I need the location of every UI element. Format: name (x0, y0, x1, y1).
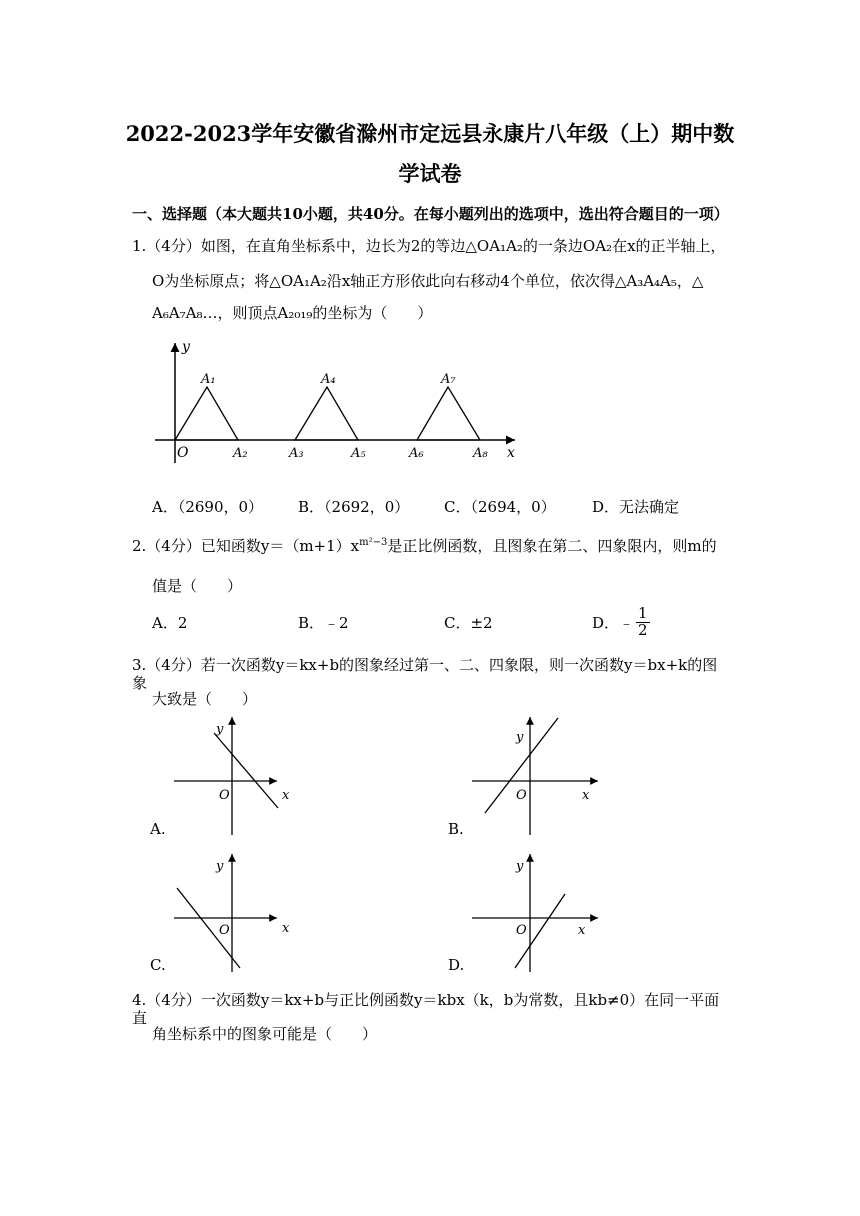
q1-line1: 1.（4分）如图，在直角坐标系中，边长为2的等边△OA₁A₂的一条边OA₂在x的正半轴上， (132, 237, 726, 255)
q2-line1-part-a: 2.（4分）已知函数y＝（m+1）x (132, 537, 360, 555)
q1-option-c[interactable]: C．（2694，0） (444, 498, 556, 516)
q1-option-a[interactable]: A．（2690，0） (152, 498, 264, 516)
q1-option-b[interactable]: B．（2692，0） (298, 498, 410, 516)
q3-graph-c[interactable] (172, 850, 290, 975)
q4-line1: 4.（4分）一次函数y＝kx+b与正比例函数y＝kbx（k，b为常数，且kb≠0）在同一平面直 (132, 991, 720, 1027)
q2-option-d-label: D．﹣ (592, 613, 635, 632)
q3-option-a[interactable]: A. (150, 820, 166, 838)
q1-label-a5: A₅ (351, 446, 366, 461)
q1-line3: A₆A₇A₈…，则顶点A₂₀₁₉的坐标为（ ） (152, 304, 433, 322)
q3-graph-b[interactable] (470, 713, 600, 838)
q1-triangle-2 (295, 387, 358, 440)
q1-triangle-1 (175, 387, 238, 440)
q3-d-y-label: y (516, 859, 524, 874)
q2-frac-num: 1 (638, 604, 648, 622)
q1-option-d[interactable]: D．无法确定 (592, 498, 680, 516)
q2-option-b[interactable]: B．﹣2 (298, 614, 349, 632)
q3-c-y-label: y (216, 859, 224, 874)
q2-option-a[interactable]: A．2 (152, 614, 188, 632)
q2-fraction (636, 606, 650, 639)
q1-label-a7: A₇ (441, 372, 456, 387)
q2-exponent: m²−3 (359, 537, 388, 548)
q1-line2: O为坐标原点；将△OA₁A₂沿x轴正方形依此向右移动4个单位，依次得△A₃A₄A₅，△ (152, 272, 704, 290)
q2-line1-part-b: 是正比例函数，且图象在第二、四象限内，则m的 (387, 537, 717, 555)
q3-c-line (177, 888, 240, 968)
q3-graph-d[interactable] (470, 850, 600, 975)
q3-d-x-label: x (578, 923, 586, 938)
q2-line1 (132, 537, 732, 555)
paper-title-line1: 2022-2023学年安徽省滁州市定远县永康片八年级（上）期中数 (125, 121, 735, 146)
q1-label-a1: A₁ (201, 372, 216, 387)
q3-b-x-label: x (582, 788, 590, 803)
q3-option-b[interactable]: B. (448, 820, 464, 838)
q3-b-origin: O (516, 788, 527, 803)
q1-x-label: x (507, 445, 515, 461)
q2-line2: 值是（ ） (152, 577, 243, 595)
q3-d-origin: O (516, 923, 527, 938)
q3-b-y-label: y (516, 730, 524, 745)
q3-a-y-label: y (216, 722, 224, 737)
q1-origin-label: O (177, 445, 189, 461)
q4-line2: 角坐标系中的图象可能是（ ） (152, 1025, 378, 1043)
q1-label-a3: A₃ (289, 446, 304, 461)
q3-graph-a[interactable] (172, 713, 290, 838)
q2-frac-den: 2 (638, 620, 648, 639)
q3-c-x-label: x (282, 921, 290, 936)
q3-a-origin: O (219, 788, 230, 803)
q2-option-c[interactable]: C．±2 (444, 614, 493, 632)
q3-option-c[interactable]: C. (150, 956, 166, 974)
q3-a-x-label: x (282, 788, 290, 803)
q1-figure (145, 335, 530, 465)
q1-y-label: y (182, 339, 190, 355)
q3-option-d[interactable]: D. (448, 956, 465, 974)
paper-title-line2: 学试卷 (398, 161, 462, 186)
section-heading: 一、选择题（本大题共10小题，共40分。在每小题列出的选项中，选出符合题目的一项） (132, 205, 729, 223)
q1-label-a4: A₄ (321, 372, 336, 387)
q3-line1: 3.（4分）若一次函数y＝kx+b的图象经过第一、二、四象限，则一次函数y＝bx+k的图象 (132, 656, 718, 692)
q1-label-a8: A₈ (473, 446, 488, 461)
q1-label-a6: A₆ (409, 446, 424, 461)
q2-option-d[interactable] (592, 606, 650, 639)
q1-label-a2: A₂ (233, 446, 248, 461)
q3-line2: 大致是（ ） (152, 690, 258, 708)
q3-c-origin: O (219, 923, 230, 938)
q1-triangle-3 (417, 387, 480, 440)
